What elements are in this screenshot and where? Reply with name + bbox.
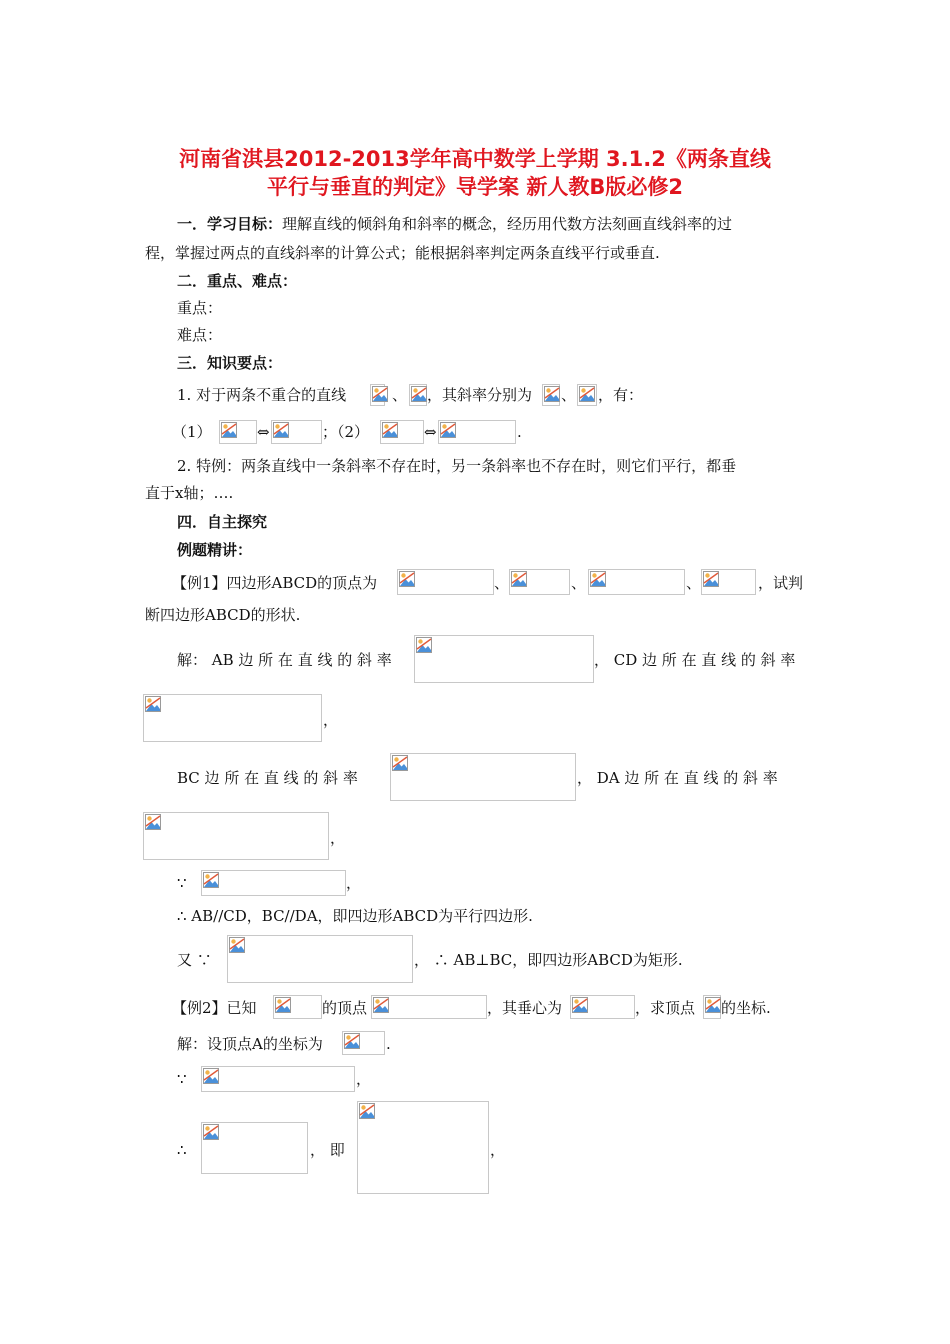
example-2-text-d: ，求顶点 [635,999,696,1017]
formula-image [219,420,257,444]
example-2-text-c: ，其垂心为 [487,999,563,1017]
formula-image [542,384,560,406]
comma: ， [356,1070,372,1088]
knowledge-p1-e: ，有： [598,386,644,404]
image-placeholder-icon [440,422,456,438]
formula-image [371,995,487,1019]
formula-image [370,384,385,406]
image-placeholder-icon [275,997,291,1013]
image-placeholder-icon [382,422,398,438]
formula-image [703,995,721,1019]
image-placeholder-icon [572,997,588,1013]
example-2-lead: 【例2】已知 [172,999,257,1017]
image-placeholder-icon [273,422,289,438]
period: . [517,423,522,441]
formula-image [342,1031,385,1055]
formula-image [357,1101,489,1194]
image-placeholder-icon [705,997,721,1013]
parallelogram-conclusion: ∴ AB//CD，BC//DA，即四边形ABCD为平行四边形. [177,907,533,925]
image-placeholder-icon [579,386,595,402]
iff-symbol: ⇔ [257,423,270,441]
image-placeholder-icon [590,571,606,587]
example-1-lead: 【例1】四边形ABCD的顶点为 [172,574,378,592]
formula-image [509,569,570,595]
key-point-label: 重点： [177,299,223,317]
image-placeholder-icon [229,937,245,953]
image-placeholder-icon [145,696,161,712]
knowledge-p1-d: 、 [561,386,577,404]
formula-image [577,384,597,406]
formula-image [273,995,322,1019]
comma: ， [490,1141,506,1159]
objectives-line-2: 程，掌握过两点的直线斜率的计算公式；能根据斜率判定两条直线平行或垂直. [145,244,660,262]
image-placeholder-icon [511,571,527,587]
image-placeholder-icon [399,571,415,587]
case-2-label: ；（2） [322,423,370,441]
separator: 、 [686,574,702,592]
knowledge-p1-b: 、 [392,386,408,404]
objectives-text: 理解直线的倾斜角和斜率的概念，经历用代数方法刻画直线斜率的过 [282,215,733,233]
formula-image [201,1066,355,1092]
formula-image [201,870,346,896]
formula-image [380,420,424,444]
objectives-heading: 一．学习目标： [177,215,283,233]
separator: 、 [571,574,587,592]
key-points-heading: 二．重点、难点： [177,272,298,290]
example-2-text-b: 的顶点 [322,999,368,1017]
image-placeholder-icon [203,1124,219,1140]
examples-heading: 例题精讲： [177,541,253,559]
image-placeholder-icon [203,1068,219,1084]
comma: ， [330,829,346,847]
example-2-solution: 解：设顶点A的坐标为 [177,1035,323,1053]
formula-image [701,569,756,595]
formula-image [570,995,635,1019]
example-1-line-2: 断四边形ABCD的形状. [145,606,301,624]
formula-image [588,569,685,595]
formula-image [414,635,594,683]
image-placeholder-icon [372,386,388,402]
document-title-line-2: 平行与垂直的判定》导学案 新人教B版必修2 [267,175,683,199]
comma: ， [346,874,362,892]
da-slope-text: ， DA 边 所 在 直 线 的 斜 率 [577,769,778,787]
case-1-label: （1） [172,423,212,441]
image-placeholder-icon [221,422,237,438]
iff-symbol: ⇔ [424,423,437,441]
bc-slope-text: BC 边 所 在 直 线 的 斜 率 [177,769,358,787]
knowledge-heading: 三．知识要点： [177,354,283,372]
image-placeholder-icon [544,386,560,402]
because-symbol: ∵ [177,874,187,892]
image-placeholder-icon [703,571,719,587]
knowledge-p2-line-2: 直于x轴；…. [145,484,234,502]
knowledge-p1-a: 1. 对于两条不重合的直线 [177,386,347,404]
knowledge-p2-line-1: 2. 特例：两条直线中一条斜率不存在时，另一条斜率也不存在时，则它们平行，都垂 [177,457,737,475]
image-placeholder-icon [145,814,161,830]
formula-image [201,1122,308,1174]
formula-image [143,694,322,742]
that-is-text: ， 即 [310,1141,345,1159]
ab-slope-text: 解： AB 边 所 在 直 线 的 斜 率 [177,651,392,669]
example-2-text-e: 的坐标. [721,999,771,1017]
formula-image [227,935,413,983]
formula-image [438,420,516,444]
example-1-tail: ，试判 [758,574,804,592]
image-placeholder-icon [373,997,389,1013]
document-title-line-1: 河南省淇县2012-2013学年高中数学上学期 3.1.2《两条直线 [179,147,771,171]
difficult-point-label: 难点： [177,326,223,344]
formula-image [271,420,322,444]
therefore-symbol: ∴ [177,1141,187,1159]
image-placeholder-icon [344,1033,360,1049]
knowledge-p1-c: ，其斜率分别为 [427,386,533,404]
comma: ， [323,711,339,729]
image-placeholder-icon [359,1103,375,1119]
explore-heading: 四．自主探究 [177,513,268,531]
formula-image [397,569,494,595]
rectangle-conclusion: ， ∴ AB⊥BC，即四边形ABCD为矩形. [414,951,683,969]
formula-image [390,753,576,801]
also-because: 又 ∵ [177,951,212,969]
image-placeholder-icon [203,872,219,888]
cd-slope-text: ， CD 边 所 在 直 线 的 斜 率 [594,651,796,669]
because-symbol: ∵ [177,1070,187,1088]
image-placeholder-icon [416,637,432,653]
period: . [386,1035,391,1053]
image-placeholder-icon [392,755,408,771]
formula-image [143,812,329,860]
image-placeholder-icon [411,386,427,402]
formula-image [409,384,427,406]
separator: 、 [494,574,510,592]
objectives-line-1 [177,214,732,234]
